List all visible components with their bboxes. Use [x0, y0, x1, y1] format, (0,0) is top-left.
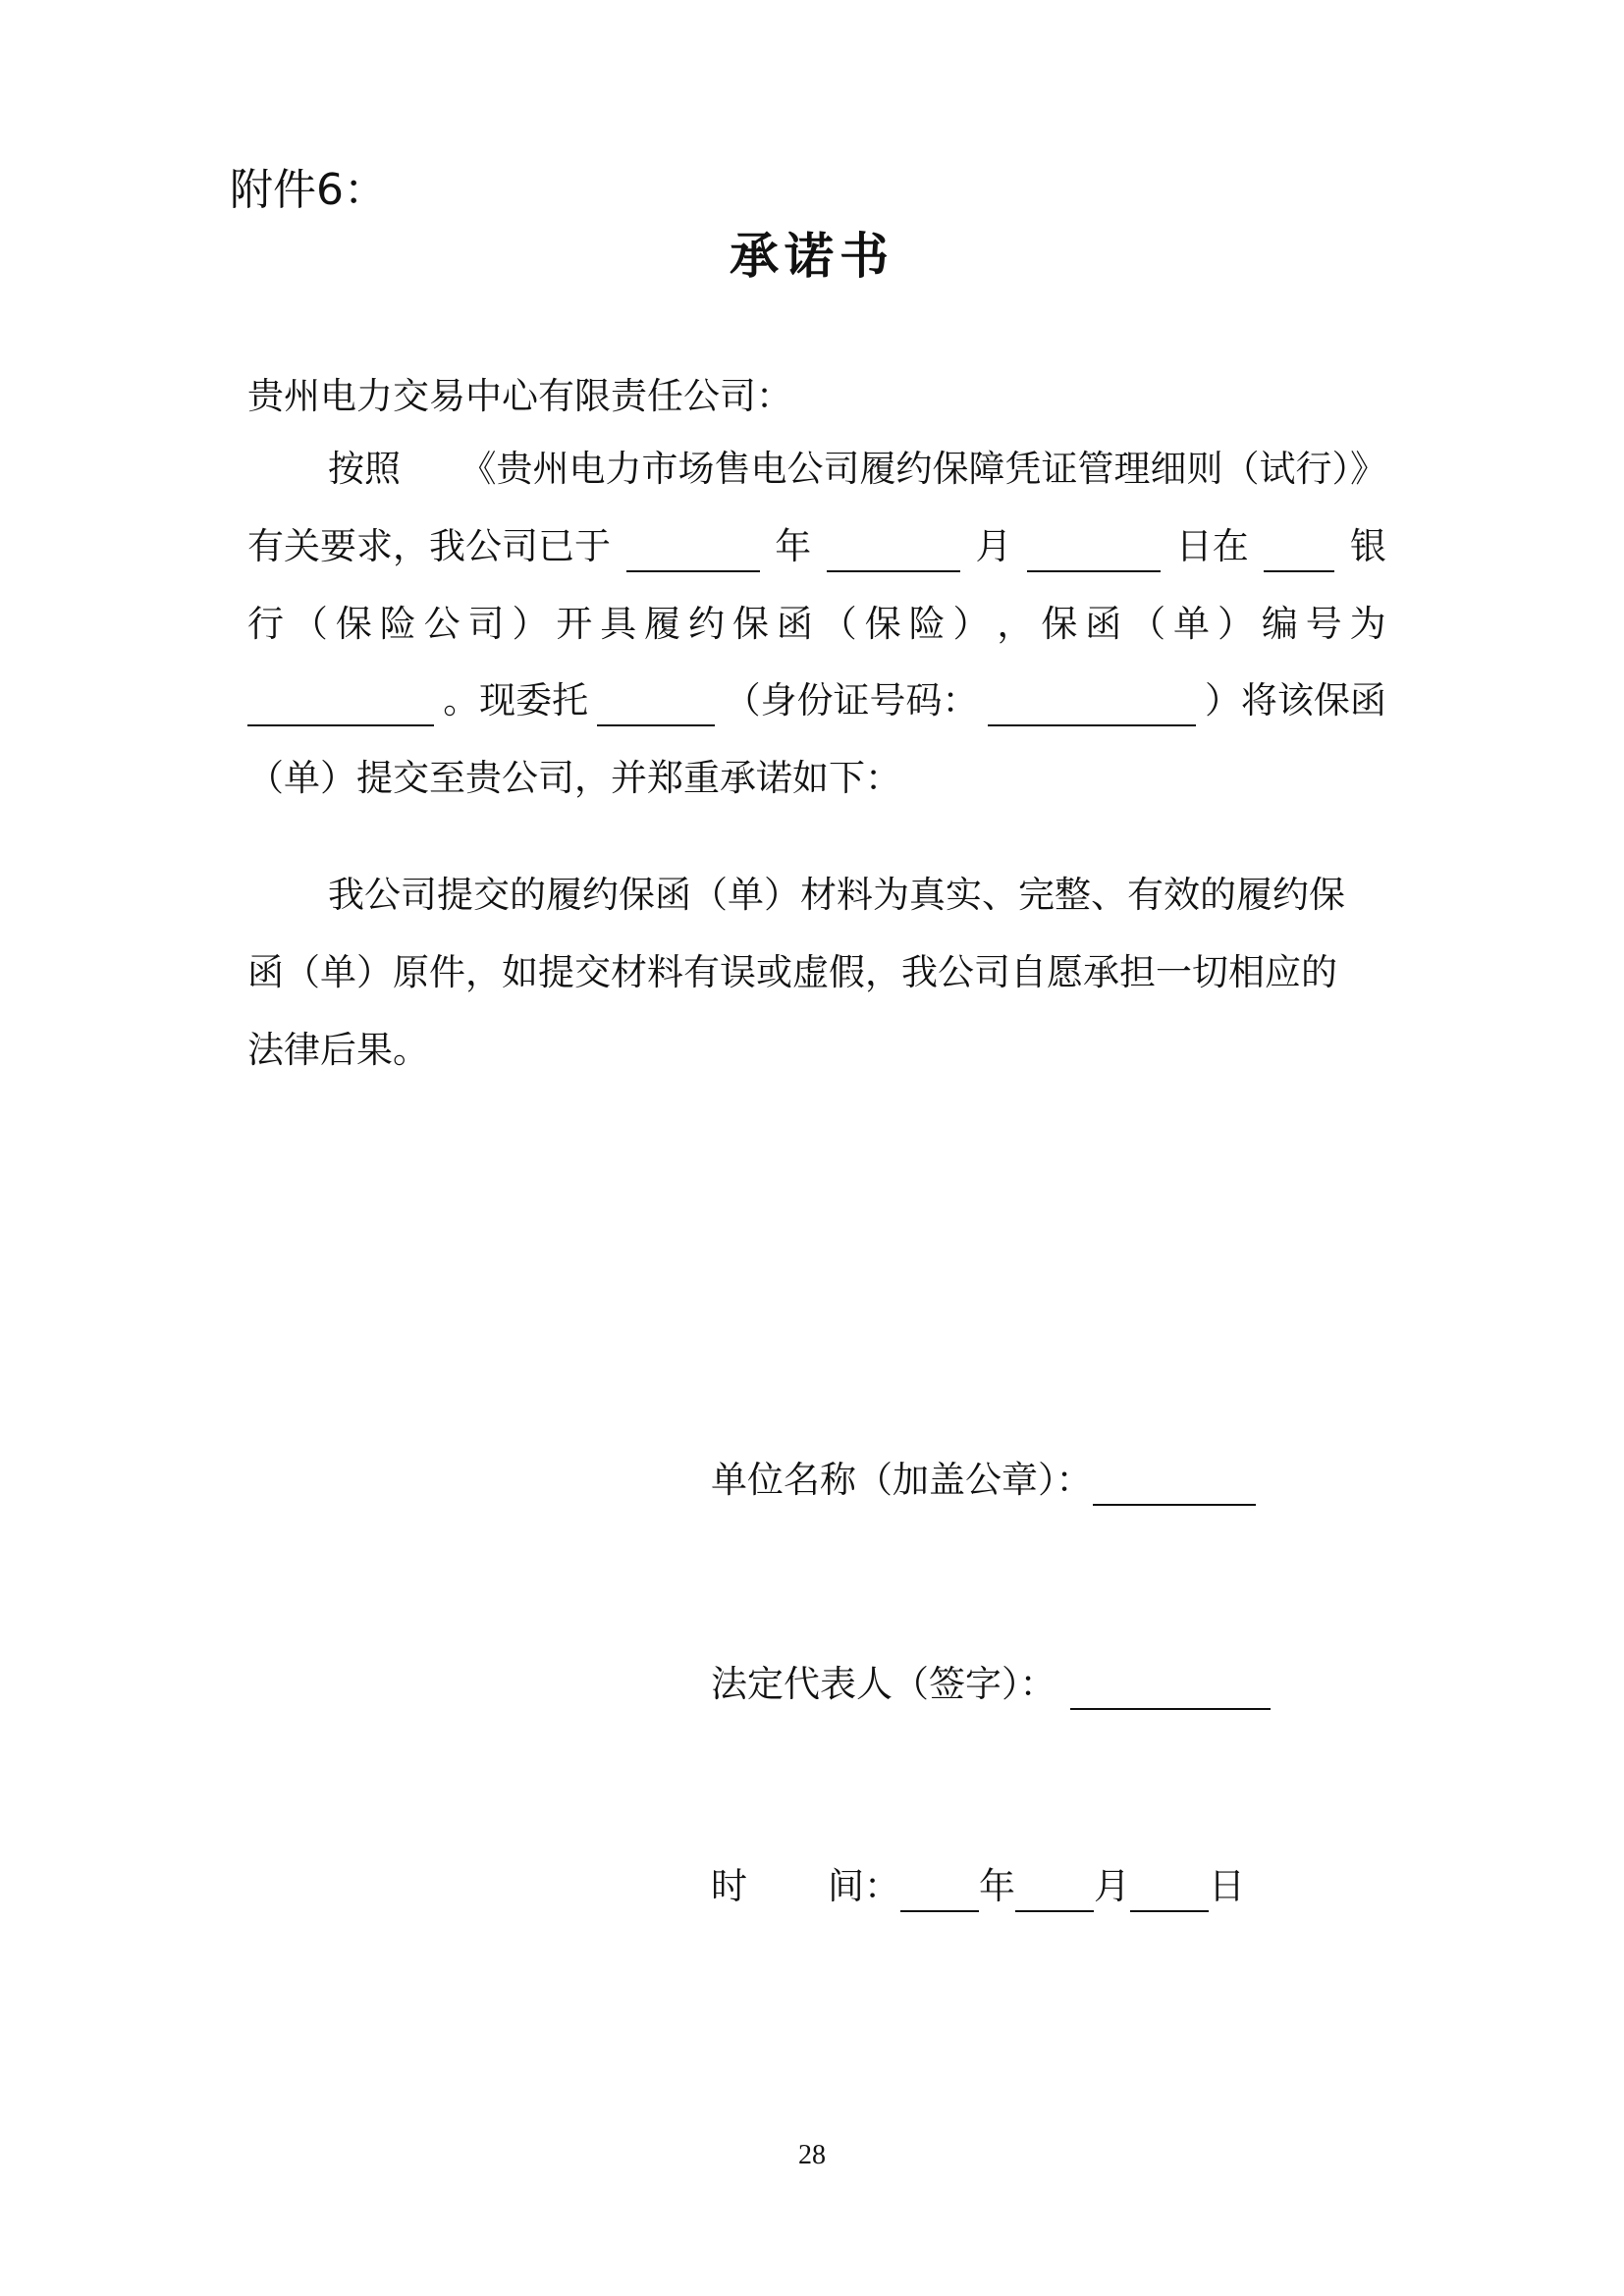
p1-line3-char: 函	[1085, 603, 1122, 645]
p1-line1-text-b: 《贵州电力市场售电公司履约保障凭证管理细则（试行）》	[460, 448, 1386, 490]
paragraph1-line5: （单）提交至贵公司，并郑重承诺如下：	[247, 757, 901, 799]
legal-rep-blank[interactable]	[1070, 1669, 1271, 1710]
p1-line3-char: 单	[1173, 603, 1211, 645]
p1-line3-char: 为	[1349, 603, 1386, 645]
document-title: 承诺书	[730, 228, 894, 285]
unit-name-blank[interactable]	[1093, 1465, 1256, 1506]
p1-line3-char: （	[1129, 603, 1166, 645]
sign-year-label: 年	[979, 1865, 1015, 1907]
p1-line3-char: ）	[952, 603, 990, 645]
p1-line3-char: ）	[1217, 603, 1254, 645]
sign-year-blank[interactable]	[900, 1871, 979, 1912]
p1-line3-char: （	[820, 603, 857, 645]
p1-line3-char: 履	[644, 603, 681, 645]
p1-line3-char: ，	[997, 603, 1034, 645]
paragraph1-line4	[247, 675, 1386, 726]
paragraph2-line3: 法律后果。	[247, 1029, 429, 1071]
p1-line3-char: （	[291, 603, 328, 645]
paragraph1-line3	[247, 599, 1386, 650]
guarantee-number-blank[interactable]	[247, 685, 434, 726]
p1-line2-month: 月	[975, 525, 1012, 567]
p1-line3-char: ）	[512, 603, 549, 645]
paragraph2-line1: 我公司提交的履约保函（单）材料为真实、完整、有效的履约保	[328, 874, 1345, 916]
unit-name-row	[711, 1455, 1256, 1506]
p1-line3-char: 公	[423, 603, 460, 645]
bank-blank[interactable]	[1264, 531, 1334, 572]
p1-line3-char: 行	[247, 603, 284, 645]
attachment-label: 附件6：	[230, 165, 387, 215]
p1-line2-year: 年	[775, 525, 812, 567]
unit-name-label: 单位名称（加盖公章）：	[711, 1459, 1093, 1501]
p1-line1-text-a: 按照	[328, 448, 401, 490]
p1-line2-day: 日在	[1175, 525, 1249, 567]
time-label-2: 间：	[828, 1865, 900, 1907]
paragraph2-line2: 函（单）原件，如提交材料有误或虚假，我公司自愿承担一切相应的	[247, 951, 1337, 993]
sign-day-label: 日	[1209, 1865, 1245, 1907]
p1-line3-char: 保	[731, 603, 769, 645]
page-number: 28	[798, 2140, 826, 2170]
p1-line4-closing: ）将该保函	[1204, 679, 1386, 721]
p1-line3-char: 具	[600, 603, 637, 645]
addressee: 贵州电力交易中心有限责任公司：	[247, 375, 792, 417]
id-number-blank[interactable]	[988, 685, 1196, 726]
p1-line3-char: 函	[776, 603, 813, 645]
time-label-1: 时	[711, 1865, 747, 1907]
p1-line3-char: 约	[688, 603, 726, 645]
sign-month-blank[interactable]	[1015, 1871, 1094, 1912]
month-blank[interactable]	[827, 531, 960, 572]
p1-line3-char: 保	[1041, 603, 1078, 645]
p1-line2-prefix: 有关要求，我公司已于	[247, 525, 611, 567]
day-blank[interactable]	[1027, 531, 1161, 572]
p1-line4-id-label: （身份证号码：	[724, 679, 979, 721]
sign-day-blank[interactable]	[1130, 1871, 1209, 1912]
sign-month-label: 月	[1094, 1865, 1130, 1907]
agent-name-blank[interactable]	[597, 685, 715, 726]
p1-line3-char: 保	[864, 603, 901, 645]
p1-line3-char: 保	[335, 603, 372, 645]
p1-line3-char: 编	[1261, 603, 1298, 645]
legal-rep-row	[711, 1659, 1271, 1710]
p1-line3-char: 险	[379, 603, 416, 645]
legal-rep-label: 法定代表人（签字）：	[711, 1663, 1056, 1705]
p1-line3-char: 号	[1305, 603, 1342, 645]
p1-line3-char: 险	[908, 603, 946, 645]
p1-line3-char: 司	[467, 603, 505, 645]
p1-line2-bank: 银	[1350, 525, 1386, 567]
p1-line3-char: 开	[556, 603, 593, 645]
paragraph1-line1	[247, 444, 1386, 495]
date-row	[711, 1861, 1245, 1912]
paragraph1-line2	[247, 521, 1386, 572]
p1-line4-entrust: 。现委托	[443, 679, 589, 721]
year-blank[interactable]	[626, 531, 760, 572]
